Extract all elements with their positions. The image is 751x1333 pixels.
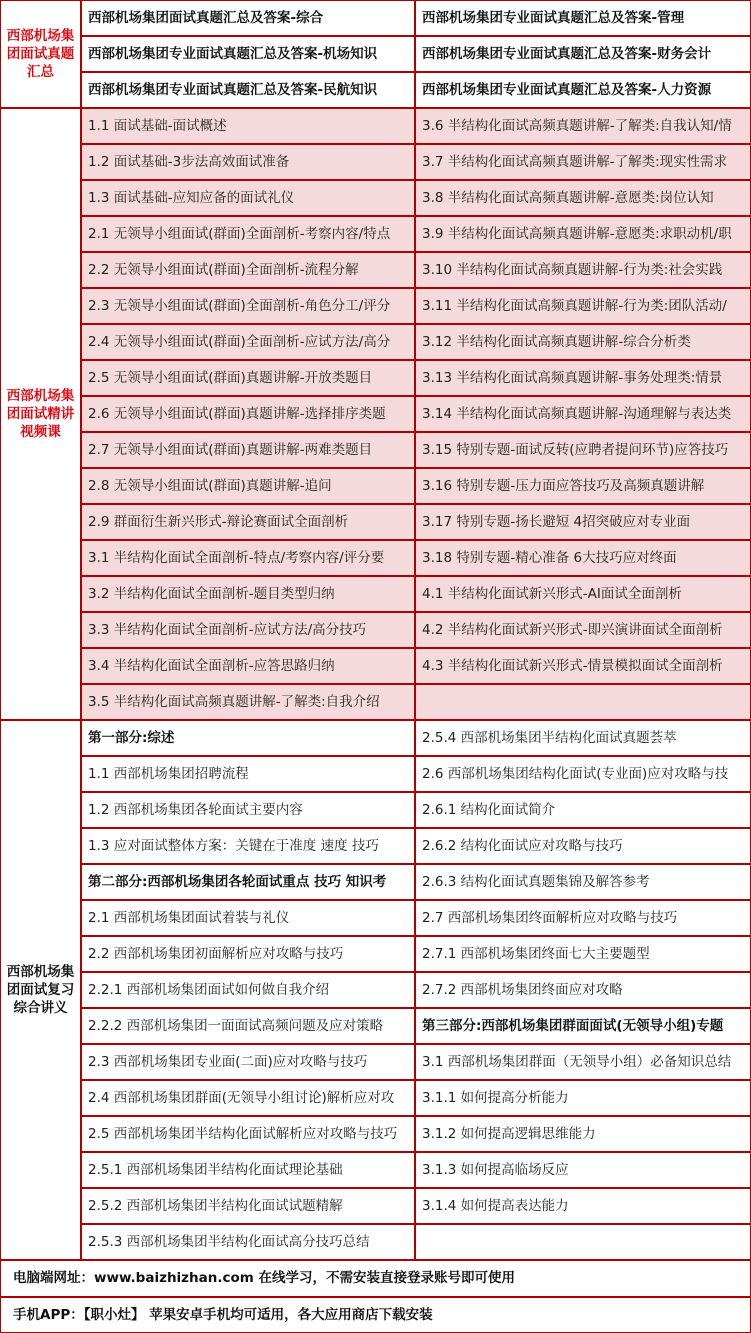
- review-chapter-item[interactable]: 2.4 西部机场集团群面(无领导小组讨论)解析应对攻: [81, 1080, 415, 1116]
- video-lesson-item[interactable]: 3.15 特别专题-面试反转(应聘者提问环节)应答技巧: [415, 432, 751, 468]
- video-lesson-item[interactable]: 2.2 无领导小组面试(群面)全面剖析-流程分解: [81, 252, 415, 288]
- review-chapter-item[interactable]: 2.7.1 西部机场集团终面七大主要题型: [415, 936, 751, 972]
- footer-website: 电脑端网址：www.baizhizhan.com 在线学习，不需安装直接登录账号即可使用: [0, 1260, 751, 1297]
- review-chapter-item[interactable]: 2.6.1 结构化面试简介: [415, 792, 751, 828]
- video-lesson-item[interactable]: 3.1 半结构化面试全面剖析-特点/考察内容/评分要: [81, 540, 415, 576]
- review-chapter-item[interactable]: 1.3 应对面试整体方案：关键在于准度 速度 技巧: [81, 828, 415, 864]
- review-part-heading: 第三部分:西部机场集团群面面试(无领导小组)专题: [415, 1008, 751, 1044]
- video-lesson-item[interactable]: 3.7 半结构化面试高频真题讲解-了解类:现实性需求: [415, 144, 751, 180]
- video-lesson-item[interactable]: 1.2 面试基础-3步法高效面试准备: [81, 144, 415, 180]
- review-chapter-item[interactable]: 2.2.1 西部机场集团面试如何做自我介绍: [81, 972, 415, 1008]
- video-lesson-item[interactable]: 4.1 半结构化面试新兴形式-AI面试全面剖析: [415, 576, 751, 612]
- video-lesson-item[interactable]: 3.9 半结构化面试高频真题讲解-意愿类:求职动机/职: [415, 216, 751, 252]
- review-chapter-item[interactable]: 2.1 西部机场集团面试着装与礼仪: [81, 900, 415, 936]
- video-lesson-item[interactable]: 3.3 半结构化面试全面剖析-应试方法/高分技巧: [81, 612, 415, 648]
- review-chapter-item[interactable]: 2.2.2 西部机场集团一面面试高频问题及应对策略: [81, 1008, 415, 1044]
- review-chapter-item[interactable]: 2.5 西部机场集团半结构化面试解析应对攻略与技巧: [81, 1116, 415, 1152]
- video-lesson-item[interactable]: 3.5 半结构化面试高频真题讲解-了解类:自我介绍: [81, 684, 415, 720]
- review-chapter-item[interactable]: 2.6.2 结构化面试应对攻略与技巧: [415, 828, 751, 864]
- review-chapter-item[interactable]: 1.1 西部机场集团招聘流程: [81, 756, 415, 792]
- footer-app: 手机APP：【职小灶】 苹果安卓手机均可适用，各大应用商店下载安装: [0, 1297, 751, 1333]
- video-lesson-item[interactable]: 2.1 无领导小组面试(群面)全面剖析-考察内容/特点: [81, 216, 415, 252]
- review-chapter-item[interactable]: 2.5.2 西部机场集团半结构化面试试题精解: [81, 1188, 415, 1224]
- video-lesson-item[interactable]: 3.13 半结构化面试高频真题讲解-事务处理类:情景: [415, 360, 751, 396]
- video-lesson-item[interactable]: 4.3 半结构化面试新兴形式-情景模拟面试全面剖析: [415, 648, 751, 684]
- summary-item-link[interactable]: 西部机场集团专业面试真题汇总及答案-财务会计: [415, 36, 751, 72]
- review-chapter-item[interactable]: 2.2 西部机场集团初面解析应对攻略与技巧: [81, 936, 415, 972]
- review-chapter-item[interactable]: 3.1.1 如何提高分析能力: [415, 1080, 751, 1116]
- video-lesson-empty: [415, 684, 751, 720]
- video-lesson-item[interactable]: 1.3 面试基础-应知应备的面试礼仪: [81, 180, 415, 216]
- review-part-heading: 第二部分:西部机场集团各轮面试重点 技巧 知识考: [81, 864, 415, 900]
- video-lesson-item[interactable]: 2.5 无领导小组面试(群面)真题讲解-开放类题目: [81, 360, 415, 396]
- video-lesson-item[interactable]: 3.14 半结构化面试高频真题讲解-沟通理解与表达类: [415, 396, 751, 432]
- review-part-heading: 第一部分:综述: [81, 720, 415, 756]
- video-lesson-item[interactable]: 3.10 半结构化面试高频真题讲解-行为类:社会实践: [415, 252, 751, 288]
- review-chapter-item[interactable]: 2.7.2 西部机场集团终面应对攻略: [415, 972, 751, 1008]
- video-lesson-item[interactable]: 3.6 半结构化面试高频真题讲解-了解类:自我认知/情: [415, 108, 751, 144]
- review-chapter-item[interactable]: 2.6 西部机场集团结构化面试(专业面)应对攻略与技: [415, 756, 751, 792]
- video-lesson-item[interactable]: 2.8 无领导小组面试(群面)真题讲解-追问: [81, 468, 415, 504]
- review-section-title: 西部机场集团面试复习综合讲义: [0, 720, 81, 1260]
- review-chapter-item[interactable]: 2.5.3 西部机场集团半结构化面试高分技巧总结: [81, 1224, 415, 1260]
- summary-item-link[interactable]: 西部机场集团专业面试真题汇总及答案-民航知识: [81, 72, 415, 108]
- video-lesson-item[interactable]: 2.9 群面衍生新兴形式-辩论赛面试全面剖析: [81, 504, 415, 540]
- summary-item-link[interactable]: 西部机场集团专业面试真题汇总及答案-管理: [415, 0, 751, 36]
- summary-section-title: 西部机场集团面试真题汇总: [0, 0, 81, 108]
- video-lesson-item[interactable]: 3.4 半结构化面试全面剖析-应答思路归纳: [81, 648, 415, 684]
- review-empty-cell: [415, 1224, 751, 1260]
- review-chapter-item[interactable]: 2.5.1 西部机场集团半结构化面试理论基础: [81, 1152, 415, 1188]
- video-lesson-item[interactable]: 3.2 半结构化面试全面剖析-题目类型归纳: [81, 576, 415, 612]
- review-chapter-item[interactable]: 3.1.4 如何提高表达能力: [415, 1188, 751, 1224]
- video-lesson-item[interactable]: 2.3 无领导小组面试(群面)全面剖析-角色分工/评分: [81, 288, 415, 324]
- review-chapter-item[interactable]: 1.2 西部机场集团各轮面试主要内容: [81, 792, 415, 828]
- video-lesson-item[interactable]: 3.11 半结构化面试高频真题讲解-行为类:团队活动/: [415, 288, 751, 324]
- video-lesson-item[interactable]: 1.1 面试基础-面试概述: [81, 108, 415, 144]
- video-lesson-item[interactable]: 4.2 半结构化面试新兴形式-即兴演讲面试全面剖析: [415, 612, 751, 648]
- video-lesson-item[interactable]: 2.4 无领导小组面试(群面)全面剖析-应试方法/高分: [81, 324, 415, 360]
- video-lesson-item[interactable]: 3.12 半结构化面试高频真题讲解-综合分析类: [415, 324, 751, 360]
- review-chapter-item[interactable]: 2.5.4 西部机场集团半结构化面试真题荟萃: [415, 720, 751, 756]
- summary-item-link[interactable]: 西部机场集团专业面试真题汇总及答案-机场知识: [81, 36, 415, 72]
- review-chapter-item[interactable]: 3.1 西部机场集团群面（无领导小组）必备知识总结: [415, 1044, 751, 1080]
- review-chapter-item[interactable]: 3.1.3 如何提高临场反应: [415, 1152, 751, 1188]
- review-chapter-item[interactable]: 2.7 西部机场集团终面解析应对攻略与技巧: [415, 900, 751, 936]
- video-lesson-item[interactable]: 2.7 无领导小组面试(群面)真题讲解-两难类题目: [81, 432, 415, 468]
- video-lesson-item[interactable]: 3.18 特别专题-精心准备 6大技巧应对终面: [415, 540, 751, 576]
- review-chapter-item[interactable]: 3.1.2 如何提高逻辑思维能力: [415, 1116, 751, 1152]
- summary-item-link[interactable]: 西部机场集团面试真题汇总及答案-综合: [81, 0, 415, 36]
- summary-item-link[interactable]: 西部机场集团专业面试真题汇总及答案-人力资源: [415, 72, 751, 108]
- review-chapter-item[interactable]: 2.3 西部机场集团专业面(二面)应对攻略与技巧: [81, 1044, 415, 1080]
- review-chapter-item[interactable]: 2.6.3 结构化面试真题集锦及解答参考: [415, 864, 751, 900]
- video-lesson-item[interactable]: 2.6 无领导小组面试(群面)真题讲解-选择排序类题: [81, 396, 415, 432]
- video-lesson-item[interactable]: 3.17 特别专题-扬长避短 4招突破应对专业面: [415, 504, 751, 540]
- video-section-title: 西部机场集团面试精讲视频课: [0, 108, 81, 720]
- video-lesson-item[interactable]: 3.8 半结构化面试高频真题讲解-意愿类:岗位认知: [415, 180, 751, 216]
- video-lesson-item[interactable]: 3.16 特别专题-压力面应答技巧及高频真题讲解: [415, 468, 751, 504]
